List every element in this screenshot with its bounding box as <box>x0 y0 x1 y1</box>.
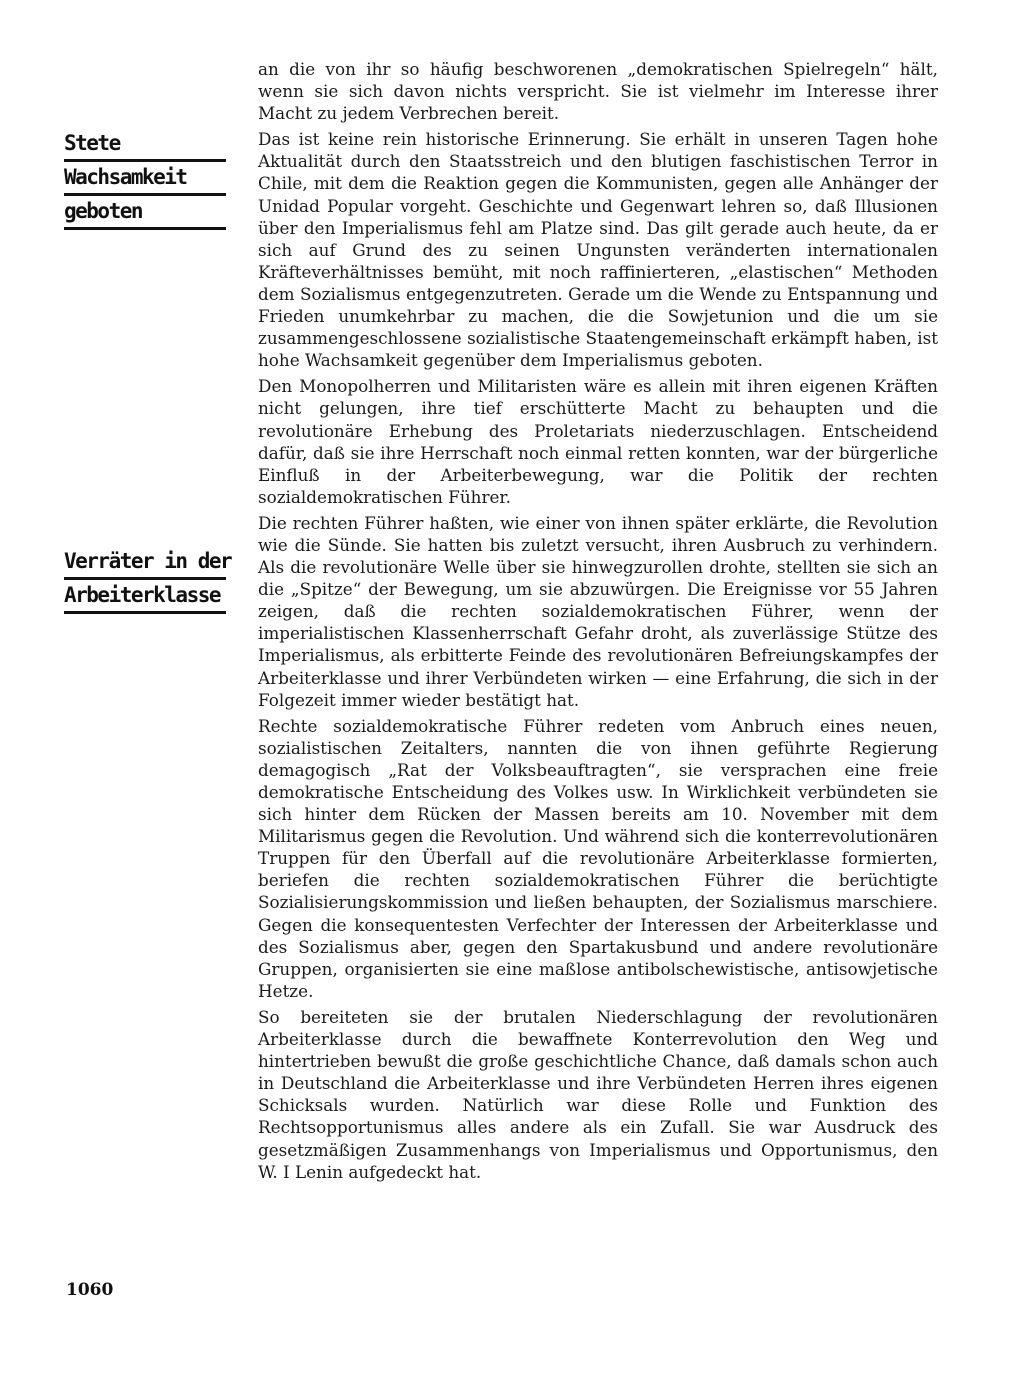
paragraph: Das ist keine rein historische Erinnerung. Sie erhält in unseren Tagen hohe Aktualität durch den Staatsstreich und den blutigen faschistischen Terror in Chile, mit dem die Reaktion gegen die Kommunisten, gegen alle Anhänger der Unidad Popular vorgeht. Geschichte und Gegenwart lehren so, daß Illusionen über den Imperialismus fehl am Platze sind. Das gilt gerade auch heute, da er sich auf Grund des zu seinen Ungunsten veränderten internationalen Kräfteverhältnisses bemüht, mit noch raffinierteren, „elastischen“ Methoden dem Sozialismus entgegenzutreten. Gerade um die Wende zu Entspannung und Frieden unumkehrbar zu machen, die die Sowjetunion und die um sie zusammengeschlossene sozialistische Staatengemeinschaft erkämpft haben, ist hohe Wachsamkeit gegenüber dem Imperialismus geboten. <box>258 129 938 371</box>
margin-heading-line: Verräter in der <box>64 546 226 580</box>
paragraph: So bereiteten sie der brutalen Niederschlagung der revolutionären Arbeiterklasse durch die bewaffnete Konterrevolution den Weg und hintertrieben bewußt die große geschichtliche Chance, daß damals schon auch in Deutschland die Arbeiterklasse und ihre Verbündeten Herren ihres eigenen Schicksals wurden. Natürlich war diese Rolle und Funktion des Rechtsopportunismus alles andere als ein Zufall. Sie war Ausdruck des gesetzmäßigen Zusammenhangs von Imperialismus und Opportunismus, den W. I Lenin aufgedeckt hat. <box>258 1006 938 1182</box>
paragraph: Rechte sozialdemokratische Führer redeten vom Anbruch eines neuen, sozialistischen Zeitalters, nannten die von ihnen geführte Regierung demagogisch „Rat der Volksbeauftragten“, sie versprachen eine freie demokratische Entscheidung des Volkes usw. In Wirklichkeit verbündeten sie sich hinter dem Rücken der Massen bereits am 10. November mit dem Militarismus gegen die Revolution. Und während sich die konterrevolutionären Truppen für den Überfall auf die revolutionäre Arbeiterklasse formierten, beriefen die rechten sozialdemokratischen Führer die berüchtigte Sozialisierungskommission und ließen behaupten, der Sozialismus marschiere. Gegen die konsequentesten Verfechter der Interessen der Arbeiterklasse und des Sozialismus aber, gegen den Spartakusbund und andere revolutionäre Gruppen, organisierten sie eine maßlose antibolschewistische, antisowjetische Hetze. <box>258 715 938 1001</box>
margin-heading-line: Arbeiterklasse <box>64 580 226 614</box>
body-text <box>258 58 938 1187</box>
paragraph: Die rechten Führer haßten, wie einer von ihnen später erklärte, die Revolution wie die Sünde. Sie hatten bis zuletzt versucht, ihren Ausbruch zu verhindern. Als die revolutionäre Welle über sie hinwegzurollen drohte, stellten sie sich an die „Spitze“ der Bewegung, um sie abzuwürgen. Die Ereignisse vor 55 Jahren zeigen, daß die rechten sozialdemokratischen Führer, wenn der imperialistischen Klassenherrschaft Gefahr droht, als zuverlässige Stütze des Imperialismus, als erbitterte Feinde des revolutionären Befreiungskampfes der Arbeiterklasse und ihrer Verbündeten wirken — eine Erfahrung, die sich in der Folgezeit immer wieder bestätigt hat. <box>258 512 938 710</box>
margin-heading-line: Wachsamkeit <box>64 162 226 196</box>
margin-heading-line: Stete <box>64 128 226 162</box>
margin-heading-stete-wachsamkeit <box>64 128 226 230</box>
page-number: 1060 <box>66 1280 114 1300</box>
margin-heading-verraeter <box>64 546 232 614</box>
paragraph: an die von ihr so häufig beschworenen „demokratischen Spielregeln“ hält, wenn sie sich davon nichts verspricht. Sie ist vielmehr im Interesse ihrer Macht zu jedem Verbrechen bereit. <box>258 59 938 124</box>
margin-heading-line: geboten <box>64 196 226 230</box>
paragraph: Den Monopolherren und Militaristen wäre es allein mit ihren eigenen Kräften nicht gelungen, ihre tief erschütterte Macht zu behaupten und die revolutionäre Erhebung des Proletariats niederzuschlagen. Entscheidend dafür, daß sie ihre Herrschaft noch einmal retten konnten, war der bürgerliche Einfluß in der Arbeiterbewegung, war die Politik der rechten sozialdemokratischen Führer. <box>258 376 938 507</box>
